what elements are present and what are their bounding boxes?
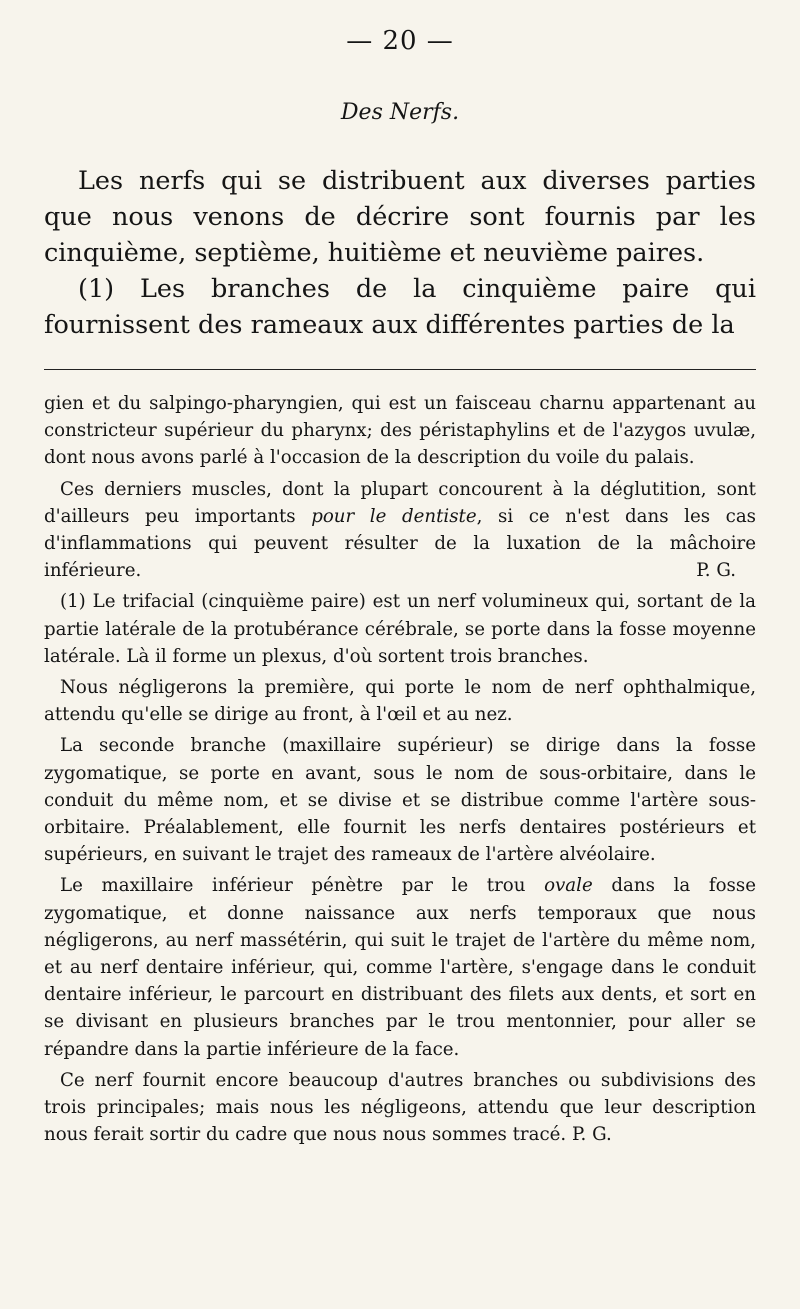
footnote-text: Ces derniers muscles, dont la plupart concourent à la déglutition, sont d'ailleurs peu importants	[44, 478, 756, 527]
main-paragraph-2: (1) Les branches de la cinquième paire qui fournissent des rameaux aux différentes parties de la	[44, 274, 756, 340]
main-text	[44, 163, 756, 343]
footnote-paragraph: Nous négligerons la première, qui porte le nom de nerf ophthalmique, attendu qu'elle se dirige au front, à l'œil et au nez.	[44, 677, 756, 726]
footnote-paragraph	[44, 872, 756, 1062]
footnote-emphasis: pour le dentiste	[311, 505, 477, 527]
footnote-emphasis: ovale	[544, 875, 593, 897]
footnote-text: Le maxillaire inférieur pénètre par le trou	[60, 875, 545, 897]
footnote-text: dans la fosse zygomatique, et donne naissance aux nerfs temporaux que nous négligerons, au nerf massétérin, qui suit le trajet de l'artère du même nom, et au nerf dentaire inférieur, qui, comme l'artère, s'engage dans le conduit dentaire inférieur, le parcourt en distribuant des filets aux dents, et sort en se divisant en plusieurs branches par le trou mentonnier, pour aller se répandre dans la partie inférieure de la face.	[44, 875, 756, 1060]
book-page	[44, 26, 756, 1148]
footnote-signature: P. G.	[696, 560, 736, 582]
footnote-continuation: gien et du salpingo-pharyngien, qui est un faisceau charnu appartenant au constricteur supérieur du pharynx; des péristaphylins et de l'azygos uvulæ, dont nous avons parlé à l'occasion de la description du voile du palais.	[44, 393, 756, 469]
footnote-divider	[44, 369, 756, 370]
footnote-signature: P. G.	[571, 1124, 612, 1146]
footnote-text: Ce nerf fournit encore beaucoup d'autres branches ou subdivisions des trois principales; mais nous les négligeons, attendu que leur description nous ferait sortir du cadre que nous nous sommes tracé.	[44, 1069, 756, 1146]
footnotes	[44, 390, 756, 1148]
footnote-paragraph: La seconde branche (maxillaire supérieur) se dirige dans la fosse zygomatique, se porte en avant, sous le nom de sous-orbitaire, dans le conduit du même nom, et se divise et se distribue comme l'artère sous-orbitaire. Préalablement, elle fournit les nerfs dentaires postérieurs et supérieurs, en suivant le trajet des rameaux de l'artère alvéolaire.	[44, 735, 756, 866]
footnote-paragraph	[44, 476, 756, 585]
page-number: — 20 —	[346, 26, 454, 56]
section-title: Des Nerfs.	[340, 100, 460, 125]
footnote-text: , si ce n'est dans les cas d'inflammations qui peuvent résulter de la luxation de la mâchoire inférieure.	[44, 505, 756, 582]
footnote-paragraph: (1) Le trifacial (cinquième paire) est un nerf volumineux qui, sortant de la partie latérale de la protubérance cérébrale, se porte dans la fosse moyenne latérale. Là il forme un plexus, d'où sortent trois branches.	[44, 591, 756, 667]
footnote-paragraph	[44, 1067, 756, 1149]
main-paragraph-1: Les nerfs qui se distribuent aux diverses parties que nous venons de décrire sont fournis par les cinquième, septième, huitième et neuvième paires.	[44, 166, 756, 268]
